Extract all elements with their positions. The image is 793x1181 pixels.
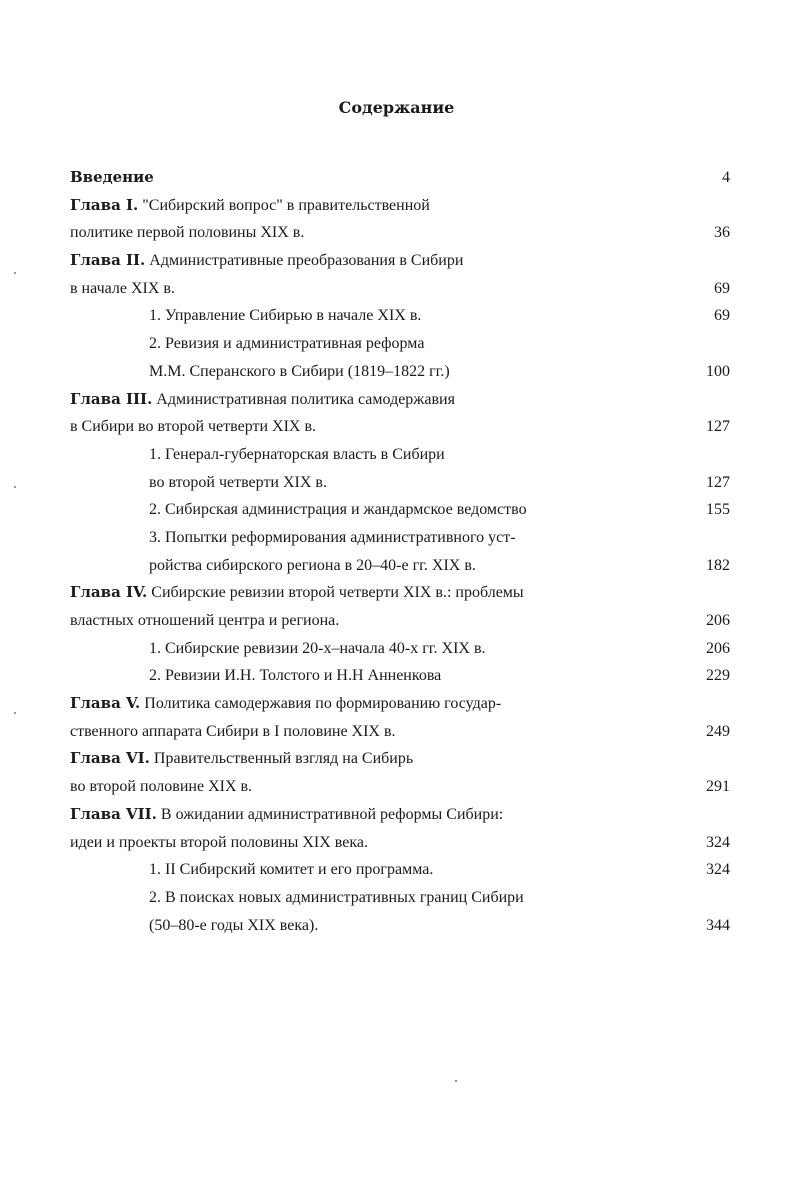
toc-section-entry	[0, 496, 793, 524]
entry-text: властных отношений центра и региона.	[70, 612, 340, 629]
chapter-label: Глава VII.	[70, 804, 157, 823]
page-number: 229	[706, 667, 730, 685]
entry-text: во второй четверти XIX в.	[149, 473, 327, 491]
page-number: 206	[706, 612, 730, 629]
toc-line	[0, 358, 793, 386]
toc-line	[0, 829, 793, 857]
page-number: 206	[706, 639, 730, 657]
entry-text: Правительственный взгляд на Сибирь	[149, 750, 414, 768]
toc-line	[0, 662, 793, 690]
table-of-contents	[0, 164, 793, 939]
toc-line	[0, 524, 793, 552]
toc-line	[0, 247, 793, 275]
entry-text: "Сибирский вопрос" в правительственной	[138, 196, 430, 214]
page-number: 127	[706, 418, 730, 436]
toc-line	[0, 219, 793, 247]
chapter-label: Глава II.	[70, 251, 146, 270]
toc-line	[0, 275, 793, 303]
page-number: 69	[714, 279, 730, 297]
toc-line	[0, 413, 793, 441]
chapter-label: Введение	[70, 168, 154, 186]
toc-line	[0, 718, 793, 746]
toc-line	[0, 469, 793, 497]
toc-line	[0, 192, 793, 220]
toc-line	[0, 690, 793, 718]
toc-section-entry	[0, 441, 793, 496]
scan-speck	[455, 1080, 457, 1082]
toc-chapter-entry	[0, 192, 793, 247]
entry-text: 3. Попытки реформирования административного уст-	[149, 528, 516, 546]
toc-chapter-entry	[0, 247, 793, 302]
entry-text: В ожидании административной реформы Сибири:	[156, 805, 504, 823]
entry-text: в Сибири во второй четверти XIX в.	[70, 418, 317, 436]
entry-text: 1. Управление Сибирью в начале XIX в.	[149, 307, 422, 325]
scan-speck	[14, 486, 16, 488]
entry-text: во второй половине XIX в.	[70, 778, 253, 796]
entry-text: идеи и проекты второй половины XIX века.	[70, 833, 368, 851]
entry-text: 1. II Сибирский комитет и его программа.	[149, 861, 434, 879]
page-number: 36	[714, 224, 730, 242]
toc-section-entry	[0, 330, 793, 385]
toc-section-entry	[0, 662, 793, 690]
chapter-label: Глава III.	[70, 389, 153, 408]
page-number: 127	[706, 473, 730, 491]
page-number: 100	[706, 362, 730, 380]
toc-line	[0, 801, 793, 829]
page-number: 155	[706, 501, 730, 519]
entry-text: Политика самодержавия по формированию государ-	[140, 695, 502, 713]
toc-line	[0, 302, 793, 330]
page-number: 69	[714, 307, 730, 325]
chapter-label: Глава V.	[70, 694, 141, 713]
toc-line	[0, 773, 793, 801]
toc-line	[0, 552, 793, 580]
scan-speck	[14, 272, 16, 274]
toc-chapter-entry	[0, 579, 793, 634]
page-number: 324	[706, 861, 730, 879]
entry-text: Административная политика самодержавия	[152, 390, 455, 408]
page-title: Содержание	[338, 98, 455, 117]
toc-chapter-entry	[0, 690, 793, 745]
chapter-label: Глава VI.	[70, 749, 150, 768]
toc-line	[0, 856, 793, 884]
toc-line	[0, 579, 793, 607]
page-number: 182	[706, 556, 730, 574]
toc-line	[0, 745, 793, 773]
toc-chapter-entry	[0, 164, 793, 192]
toc-section-entry	[0, 302, 793, 330]
entry-text: 2. В поисках новых административных границ Сибири	[149, 888, 524, 906]
toc-section-entry	[0, 856, 793, 884]
entry-text: в начале XIX в.	[70, 279, 175, 297]
entry-text: 1. Сибирские ревизии 20-х–начала 40-х гг. XIX в.	[149, 639, 486, 657]
entry-text: 2. Сибирская администрация и жандармское ведомство	[149, 501, 527, 519]
toc-line	[0, 884, 793, 912]
entry-text: политике первой половины XIX в.	[70, 224, 305, 242]
toc-line	[0, 386, 793, 414]
entry-text: 1. Генерал-губернаторская власть в Сибири	[149, 445, 445, 463]
toc-line	[0, 635, 793, 663]
page-number: 4	[722, 169, 730, 186]
page-number: 291	[706, 778, 730, 796]
entry-text: ройства сибирского региона в 20–40-е гг. XIX в.	[149, 556, 476, 574]
toc-section-entry	[0, 635, 793, 663]
toc-chapter-entry	[0, 801, 793, 856]
page-number: 249	[706, 722, 730, 740]
entry-text: М.М. Сперанского в Сибири (1819–1822 гг.)	[149, 362, 450, 380]
page-number: 344	[706, 916, 730, 934]
toc-line	[0, 164, 793, 192]
toc-section-entry	[0, 524, 793, 579]
entry-text: Сибирские ревизии второй четверти XIX в.: проблемы	[147, 584, 524, 602]
toc-line	[0, 912, 793, 940]
toc-line	[0, 330, 793, 358]
toc-section-entry	[0, 884, 793, 939]
entry-text: (50–80-е годы XIX века).	[149, 916, 319, 934]
toc-line	[0, 441, 793, 469]
toc-line	[0, 607, 793, 635]
toc-line	[0, 496, 793, 524]
scan-speck	[14, 712, 16, 714]
entry-text: 2. Ревизии И.Н. Толстого и Н.Н Анненкова	[149, 667, 442, 685]
entry-text: ственного аппарата Сибири в I половине XIX в.	[70, 722, 396, 740]
entry-text: Административные преобразования в Сибири	[145, 252, 464, 270]
entry-text: 2. Ревизия и административная реформа	[149, 335, 425, 353]
chapter-label: Глава I.	[70, 195, 139, 214]
page-number: 324	[706, 833, 730, 851]
chapter-label: Глава IV.	[70, 583, 148, 602]
toc-chapter-entry	[0, 386, 793, 441]
toc-chapter-entry	[0, 745, 793, 800]
